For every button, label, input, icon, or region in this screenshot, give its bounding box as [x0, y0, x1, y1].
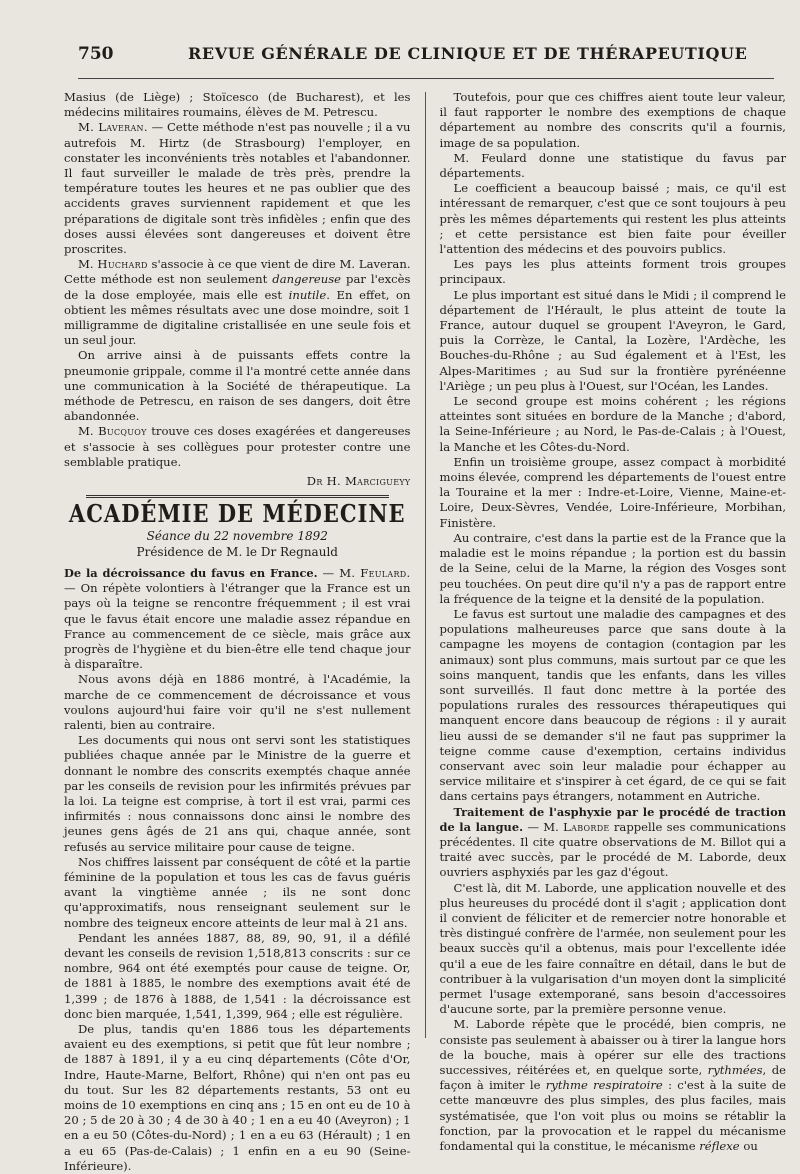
session-date: Séance du 22 novembre 1892: [146, 529, 328, 544]
subsection-title: De la décroissance du favus en France.: [64, 565, 318, 580]
section-title: ACADÉMIE DE MÉDECINE: [68, 499, 406, 529]
paragraph-text: par l'excès de la dose employée, mais elle est: [64, 272, 411, 302]
page-number: 750: [78, 44, 114, 64]
paragraph: [440, 805, 787, 881]
header-rule: [78, 78, 774, 79]
paragraph: Pendant les années 1887, 88, 89, 90, 91, il a défilé devant les conseils de revision 1,518,813 conscrits : sur ce nombre, 964 ont été exemptés pour cause de teigne. Or, de 1881 à 1885, le nombre des exemptions avait été de 1,399 ; de 1876 à 1888, de 1,541 : la décroissance est donc bien marquée, 1,541, 1,399, 964 ; elle est régulière.: [64, 930, 411, 1021]
paragraph: [64, 257, 411, 348]
emphasis: dangereuse: [272, 272, 342, 287]
emphasis: réflexe: [699, 1139, 740, 1154]
paragraph: Toutefois, pour que ces chiffres aient toute leur valeur, il faut rapporter le nombre des exemptions de chaque département au nombre des conscrits qu'il a fournis, image de sa population.: [439, 90, 786, 150]
paragraph: [64, 120, 411, 257]
paragraph: Masius (de Liège) ; Stoïcesco (de Bucharest), et les médecins militaires roumains, élèves de M. Petrescu.: [64, 90, 411, 120]
emphasis: rythmées: [707, 1063, 763, 1077]
paragraph: Le plus important est situé dans le Midi ; il comprend le département de l'Hérault, le plus atteint de toute la France, autour duquel se groupent l'Aveyron, le Gard, puis la Corrèze, le Cantal, la Lozère, l'Ardèche, les Bouches-du-Rhône ; au Sud également et à l'Est, les Alpes-Maritimes ; au Sud sur la frontière pyrénéenne l'Ariège ; un peu plus à l'Ouest, sur l'Océan, les Landes.: [439, 287, 786, 393]
text-columns: [64, 90, 787, 1173]
paragraph: Au contraire, c'est dans la partie est de la France que la maladie est le moins répandue ; la portion est du bassin de la Seine, celui de la Marne, la région des Vosges sont peu touchées. On peut dire qu'il n'y a pas de rapport entre la fréquence de la teigne et la densité de la population.: [439, 530, 786, 606]
subsection-title: Traitement de l'asphyxie par le procédé de traction de la langue.: [439, 804, 786, 834]
paragraph-text: ou: [739, 1139, 758, 1154]
speaker-name: M. Laveran.: [78, 120, 148, 135]
paragraph: Enfin un troisième groupe, assez compact à morbidité moins élevée, comprend les départements de l'ouest entre la Touraine et la mer : Indre-et-Loire, Vienne, Maine-et-Loire, Deux-Sèvres, Vendée, Loire-Inférieure, Morbihan, Finistère.: [439, 454, 786, 530]
emphasis: inutile: [288, 287, 327, 302]
paragraph: Les documents qui nous ont servi sont les statistiques publiées chaque année par le Ministre de la guerre et donnant le nombre des conscrits exemptés chaque année par les conseils de revision pour les infirmités prévues par la loi. La teigne est comprise, à tort il est vrai, parmi ces infirmités : nous connaissons donc ainsi le nombre des jeunes gens âgés de 21 ans qui, chaque année, sont refusés au service militaire pour cause de teigne.: [64, 733, 411, 854]
page-header: [78, 44, 774, 66]
paragraph: [64, 566, 411, 672]
paragraph-text: M.: [78, 424, 99, 439]
paragraph: M. Feulard donne une statistique du favus par départements.: [439, 150, 786, 181]
paragraph-text: : c'est à la suite de cette manœuvre des plus simples, des plus faciles, mais systématisée, que l'on voit plus ou moins se rétablir la fonction, par la provocation et le rappel du mécanisme fondamental qui la constitue, le mécanisme: [439, 1078, 786, 1154]
emphasis: rythme respiratoire: [545, 1078, 663, 1093]
paragraph-text: M. Laborde répète que le procédé, bien compris, ne consiste pas seulement à abaisser ou à tirer la langue hors de la bouche, mais à opérer sur elle des tractions successives, réitérées et, en quelque sorte,: [439, 1017, 786, 1077]
paragraph: Le coefficient a beaucoup baissé ; mais, ce qu'il est intéressant de remarquer, c'est que ce sont toujours à peu près les mêmes départements qui restent les plus atteints ; et cette persistance est bien faite pour éveiller l'attention des médecins et des pouvoirs publics.: [439, 181, 786, 257]
speaker-name: Bucquoy: [98, 424, 147, 439]
paragraph: De plus, tandis qu'en 1886 tous les départements avaient eu des exemptions, si petit que fût leur nombre ; de 1887 à 1891, il y a eu cinq départements (Côte d'Or, Indre, Haute-Marne, Belfort, Rhône) qui n'en ont pas eu du tout. Sur les 82 départements restants, 53 ont eu moins de 10 exemptions en cinq ans ; 15 en ont eu de 10 à 20 ; 5 de 20 à 30 ; 4 de 30 à 40 ; 1 en a eu 40 (Aveyron) ; 1 en a eu 50 (Côtes-du-Nord) ; 1 en a eu 63 (Hérault) ; 1 en a eu 65 (Pas-de-Calais) ; 1 enfin en a eu 90 (Seine-Inférieure).: [64, 1021, 411, 1173]
paragraph: [64, 424, 411, 470]
presidency-line: Présidence de M. le Dr Regnauld: [136, 544, 338, 559]
paragraph-text: — Cette méthode n'est pas nouvelle ; il a vu autrefois M. Hirtz (de Strasbourg) l'employer, en constater les inconvénients très notables et l'abandonner. Il faut surveiller le malade de très près, prendre la température toutes les heures et ne pas oublier que des accidents graves surviennent rapidement et que les préparations de digitale sont très infidèles ; enfin que des doses aussi élevées sont dangereuses et doivent être proscrites.: [64, 120, 411, 257]
author-signature: Dr H. Marcigueyy: [306, 474, 411, 489]
paragraph: C'est là, dit M. Laborde, une application nouvelle et des plus heureuses du procédé dont il s'agit ; application dont il convient de féliciter et de remercier notre honorable et très distingué confrère de l'armée, non seulement pour les beaux succès qu'il a obtenus, mais pour l'excellente idée qu'il a eue de les faire connaître en détail, dans le but de contribuer à la vulgarisation d'un moyen dont la simplicité permet l'usage extemporané, sans besoin d'accessoires d'aucune sorte, par la première personne venue.: [439, 880, 786, 1017]
section-divider: [86, 495, 389, 498]
paragraph-text: . En effet, on obtient les mêmes résultats avec une dose moindre, soit 1 milligramme de digitaline cristallisée en une seule fois et un seul jour.: [64, 287, 411, 348]
paragraph: Le favus est surtout une maladie des campagnes et des populations malheureuses parce que sans doute à la campagne les moyens de contagion (contagion par les animaux) sont plus communs, mais surtout par ce que les soins manquent, tandis que les enfants, dans les villes sont surveillés. Il faut donc mettre à la portée des populations rurales des ressources thérapeutiques qui manquent encore dans beaucoup de régions : il y aurait lieu aussi de se demander s'il ne faut pas supprimer la teigne comme cause d'exemption, certains individus conservant avec soin leur maladie pour échapper au service militaire et s'inspirer à cet égard, de ce qui se fait dans certains pays étrangers, notamment en Autriche.: [439, 606, 786, 804]
paragraph: On arrive ainsi à de puissants effets contre la pneumonie grippale, comme il l'a montré cette année dans une communication à la Société de thérapeutique. La méthode de Petrescu, en raison de ses dangers, doit être abandonnée.: [64, 348, 411, 424]
subsection-author: — M. Feulard.: [317, 565, 411, 580]
running-title: REVUE GÉNÉRALE DE CLINIQUE ET DE THÉRAPEUTIQUE: [188, 44, 748, 63]
speaker-name: Laborde: [563, 819, 610, 834]
paragraph-text: rappelle ses communications précédentes. Il cite quatre observations de M. Billot qui a traité avec succès, par le procédé de M. Laborde, deux ouvriers asphyxiés par les gaz d'égout.: [439, 819, 786, 880]
paragraph: Les pays les plus atteints forment trois groupes principaux.: [439, 257, 786, 287]
paragraph: Le second groupe est moins cohérent ; les régions atteintes sont situées en bordure de la Manche ; d'abord, la Seine-Inférieure ; au Nord, le Pas-de-Calais ; à l'Ouest, la Manche et les Côtes-du-Nord.: [439, 394, 786, 454]
paragraph: [440, 1017, 787, 1154]
right-column: [439, 90, 787, 1154]
paragraph: Nos chiffres laissent par conséquent de côté et la partie féminine de la population et tous les cas de favus guéris avant la vingtième année ; ils ne sont donc qu'approximatifs, nous renseignant seulement sur le nombre des teigneux encore atteints de leur mal à 21 ans.: [64, 854, 411, 930]
paragraph-text: trouve ces doses exagérées et dangereuses et s'associe à ses collègues pour protester contre une semblable pratique.: [64, 424, 411, 469]
paragraph-text: , de façon à imiter le: [439, 1063, 787, 1093]
left-column: [64, 90, 411, 1173]
paragraph-text: — M.: [523, 819, 564, 834]
paragraph-text: s'associe à ce que vient de dire M. Laveran. Cette méthode est non seulement: [64, 257, 411, 287]
column-divider: [425, 92, 426, 1038]
speaker-name: Huchard: [97, 257, 148, 272]
paragraph-text: — On répète volontiers à l'étranger que la France est un pays où la teigne se rencontre fréquemment ; il est vrai que le favus était encore une maladie assez répandue en France au commencement de ce siècle, mais grâce aux progrès de l'hygiène et du bien-être elle tend chaque jour à disparaître.: [64, 581, 411, 672]
paragraph-text: M.: [78, 257, 98, 272]
paragraph: Nous avons déjà en 1886 montré, à l'Académie, la marche de ce commencement de décroissance et vous voulons aujourd'hui faire voir qu'il ne s'est nullement ralenti, bien au contraire.: [64, 672, 411, 732]
